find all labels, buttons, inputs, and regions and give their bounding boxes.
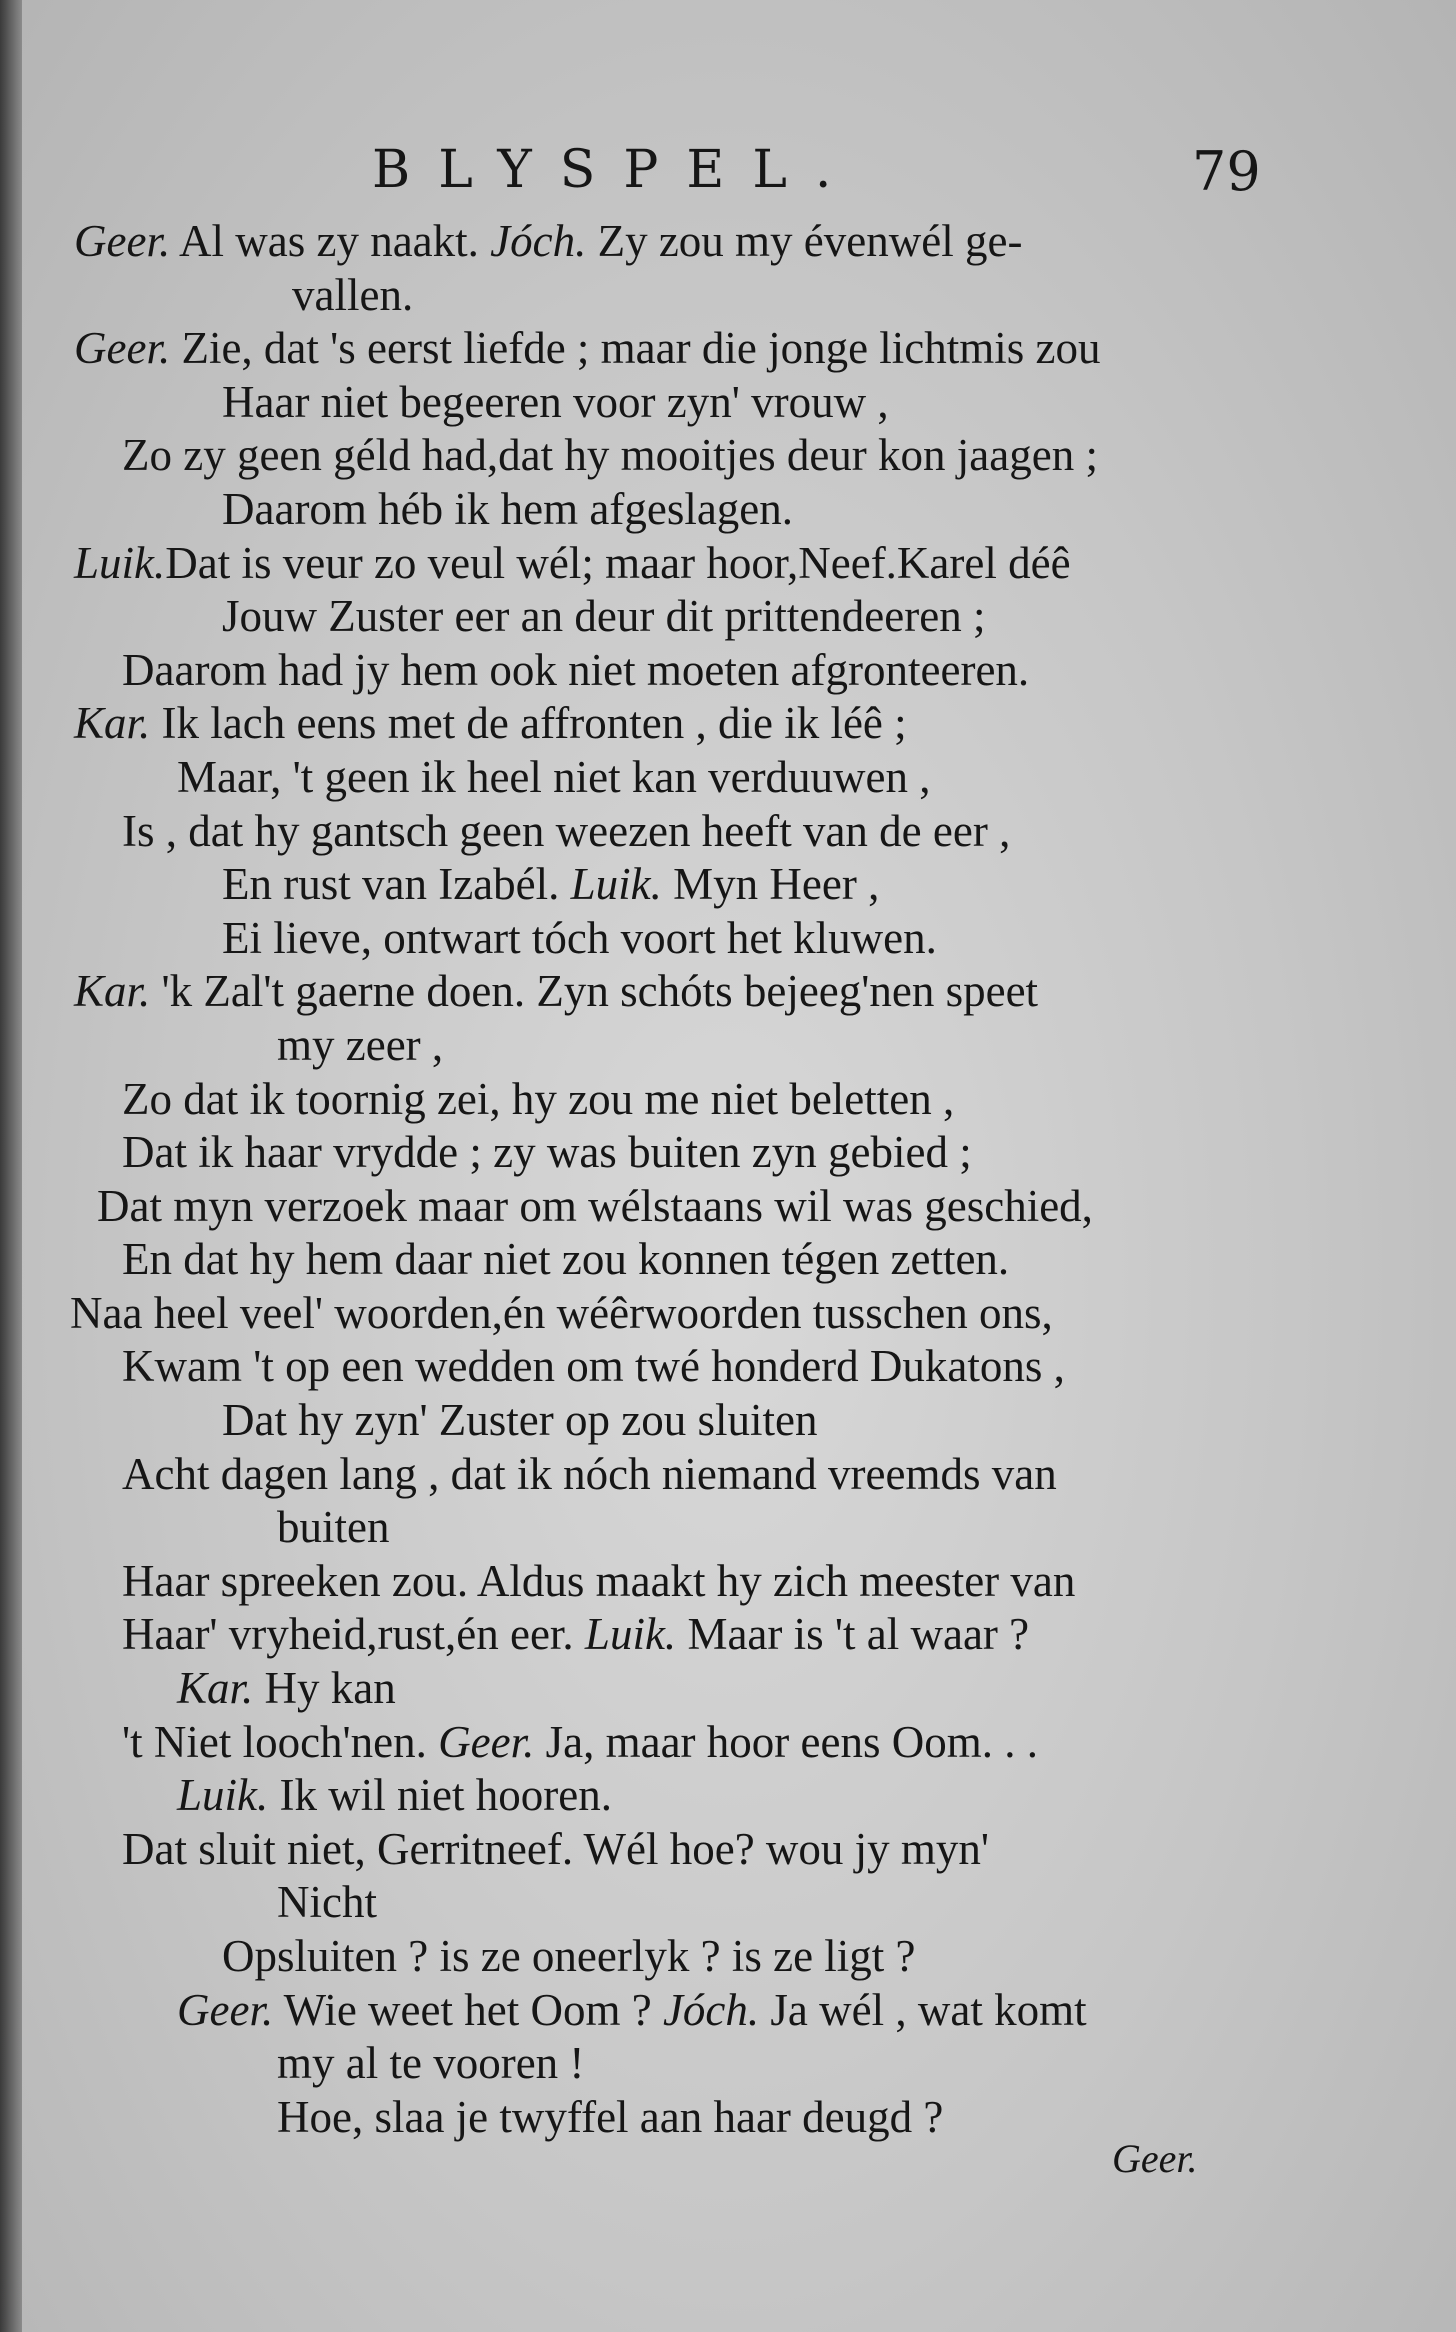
verse-block [22, 215, 1456, 2144]
verse-line [22, 376, 1456, 430]
running-head: BLYSPEL. [372, 140, 860, 200]
verse-text: Al was zy naakt. [170, 216, 491, 266]
verse-text: 't Niet looch'nen. [122, 1716, 439, 1767]
verse-line [22, 805, 1456, 859]
verse-text: Zy zou my évenwél ge- [586, 216, 1023, 266]
catchword: Geer. [1112, 2136, 1198, 2181]
speaker-label: Kar. [177, 1663, 254, 1714]
verse-line [22, 1233, 1456, 1287]
speaker-label: Kar. [74, 698, 151, 749]
verse-line [22, 2037, 1456, 2091]
verse-text: Ja, maar hoor eens Oom. . . [534, 1716, 1038, 1767]
verse-line [22, 751, 1456, 805]
verse-text: Ik lach eens met de affronten , die ik léê ; [150, 698, 907, 749]
speaker-label: Geer. [74, 323, 171, 374]
verse-text: Jouw Zuster eer an deur dit prittendeeren ; [222, 591, 986, 642]
verse-line [22, 429, 1456, 483]
verse-line [22, 1984, 1456, 2038]
verse-line [22, 590, 1456, 644]
verse-text: my zeer , [277, 1019, 444, 1070]
verse-line [22, 2091, 1456, 2145]
speaker-label: Jóch. [490, 216, 587, 266]
verse-line [22, 1555, 1456, 1609]
verse-line [22, 1823, 1456, 1877]
verse-line [22, 322, 1456, 376]
verse-line [22, 1448, 1456, 1502]
page-body [22, 0, 1456, 2332]
verse-line [22, 1287, 1456, 1341]
speaker-label: Luik. [177, 1770, 269, 1821]
verse-text: Ei lieve, ontwart tóch voort het kluwen. [222, 912, 937, 963]
speaker-label: Geer. [177, 1984, 274, 2035]
verse-line [22, 269, 1456, 323]
verse-text: vallen. [292, 269, 414, 320]
verse-line [22, 1501, 1456, 1555]
verse-text: Hy kan [253, 1663, 396, 1714]
verse-line [22, 537, 1456, 591]
verse-line [22, 965, 1456, 1019]
verse-text: Haar' vryheid,rust,én eer. [122, 1609, 585, 1660]
verse-line [22, 1930, 1456, 1984]
verse-line [22, 1662, 1456, 1716]
verse-line [22, 1876, 1456, 1930]
verse-text: Dat myn verzoek maar om wélstaans wil was geschied, [97, 1180, 1093, 1231]
verse-text: En rust van Izabél. [222, 859, 571, 910]
speaker-label: Kar. [74, 966, 151, 1017]
verse-text: Dat is veur zo veul wél; maar hoor,Neef.Karel déê [165, 537, 1071, 588]
verse-text: Nicht [277, 1877, 377, 1928]
verse-text: Haar spreeken zou. Aldus maakt hy zich meester van [122, 1555, 1076, 1606]
verse-text: buiten [277, 1502, 390, 1553]
verse-line [22, 1019, 1456, 1073]
speaker-label: Luik. [74, 537, 166, 588]
page-number: 79 [1192, 140, 1261, 203]
verse-line [22, 858, 1456, 912]
verse-text: Is , dat hy gantsch geen weezen heeft van de eer , [122, 805, 1011, 856]
verse-line [22, 1608, 1456, 1662]
verse-text: Opsluiten ? is ze oneerlyk ? is ze ligt ? [222, 1931, 916, 1981]
verse-line [22, 1073, 1456, 1127]
speaker-label: Geer. [74, 216, 171, 266]
verse-line [22, 1340, 1456, 1394]
verse-text: Ik wil niet hooren. [268, 1770, 612, 1821]
verse-line [22, 1126, 1456, 1180]
verse-line [22, 483, 1456, 537]
verse-text: my al te vooren ! [277, 2038, 585, 2089]
verse-text: Ja wél , wat komt [759, 1984, 1087, 2035]
book-gutter [0, 0, 22, 2332]
verse-text: Hoe, slaa je twyffel aan haar deugd ? [277, 2091, 944, 2142]
verse-text: Naa heel veel' woorden,én wéêrwoorden tusschen ons, [70, 1287, 1053, 1338]
speaker-label: Luik. [584, 1609, 677, 1660]
verse-line [22, 1716, 1456, 1770]
verse-line [22, 912, 1456, 966]
verse-text: Dat hy zyn' Zuster op zou sluiten [222, 1395, 818, 1446]
verse-text: Kwam 't op een wedden om twé honderd Dukatons , [122, 1341, 1065, 1392]
verse-text: Zo zy geen géld had,dat hy mooitjes deur kon jaagen ; [122, 430, 1098, 481]
verse-text: Haar niet begeeren voor zyn' vrouw , [222, 376, 889, 427]
verse-text: Dat ik haar vrydde ; zy was buiten zyn gebied ; [122, 1127, 972, 1178]
verse-text: Zo dat ik toornig zei, hy zou me niet beletten , [122, 1073, 955, 1124]
verse-line [22, 1180, 1456, 1234]
verse-text: Wie weet het Oom ? [273, 1984, 663, 2035]
verse-text: Maar is 't al waar ? [676, 1609, 1030, 1660]
speaker-label: Geer. [438, 1716, 535, 1767]
verse-text: Zie, dat 's eerst liefde ; maar die jonge lichtmis zou [170, 323, 1101, 374]
verse-line [22, 697, 1456, 751]
verse-text: Acht dagen lang , dat ik nóch niemand vreemds van [122, 1448, 1057, 1499]
verse-line [22, 215, 1456, 269]
verse-text: 'k Zal't gaerne doen. Zyn schóts bejeeg'nen speet [150, 966, 1039, 1017]
verse-text: Myn Heer , [661, 859, 880, 910]
verse-line [22, 644, 1456, 698]
speaker-label: Jóch. [662, 1984, 760, 2035]
verse-text: En dat hy hem daar niet zou konnen tégen zetten. [122, 1234, 1010, 1285]
verse-text: Maar, 't geen ik heel niet kan verduuwen , [177, 751, 931, 802]
verse-text: Daarom had jy hem ook niet moeten afgronteeren. [122, 644, 1030, 695]
verse-text: Daarom héb ik hem afgeslagen. [222, 483, 794, 534]
verse-line [22, 1769, 1456, 1823]
verse-text: Dat sluit niet, Gerritneef. Wél hoe? wou jy myn' [122, 1823, 990, 1874]
verse-line [22, 1394, 1456, 1448]
speaker-label: Luik. [570, 859, 662, 910]
